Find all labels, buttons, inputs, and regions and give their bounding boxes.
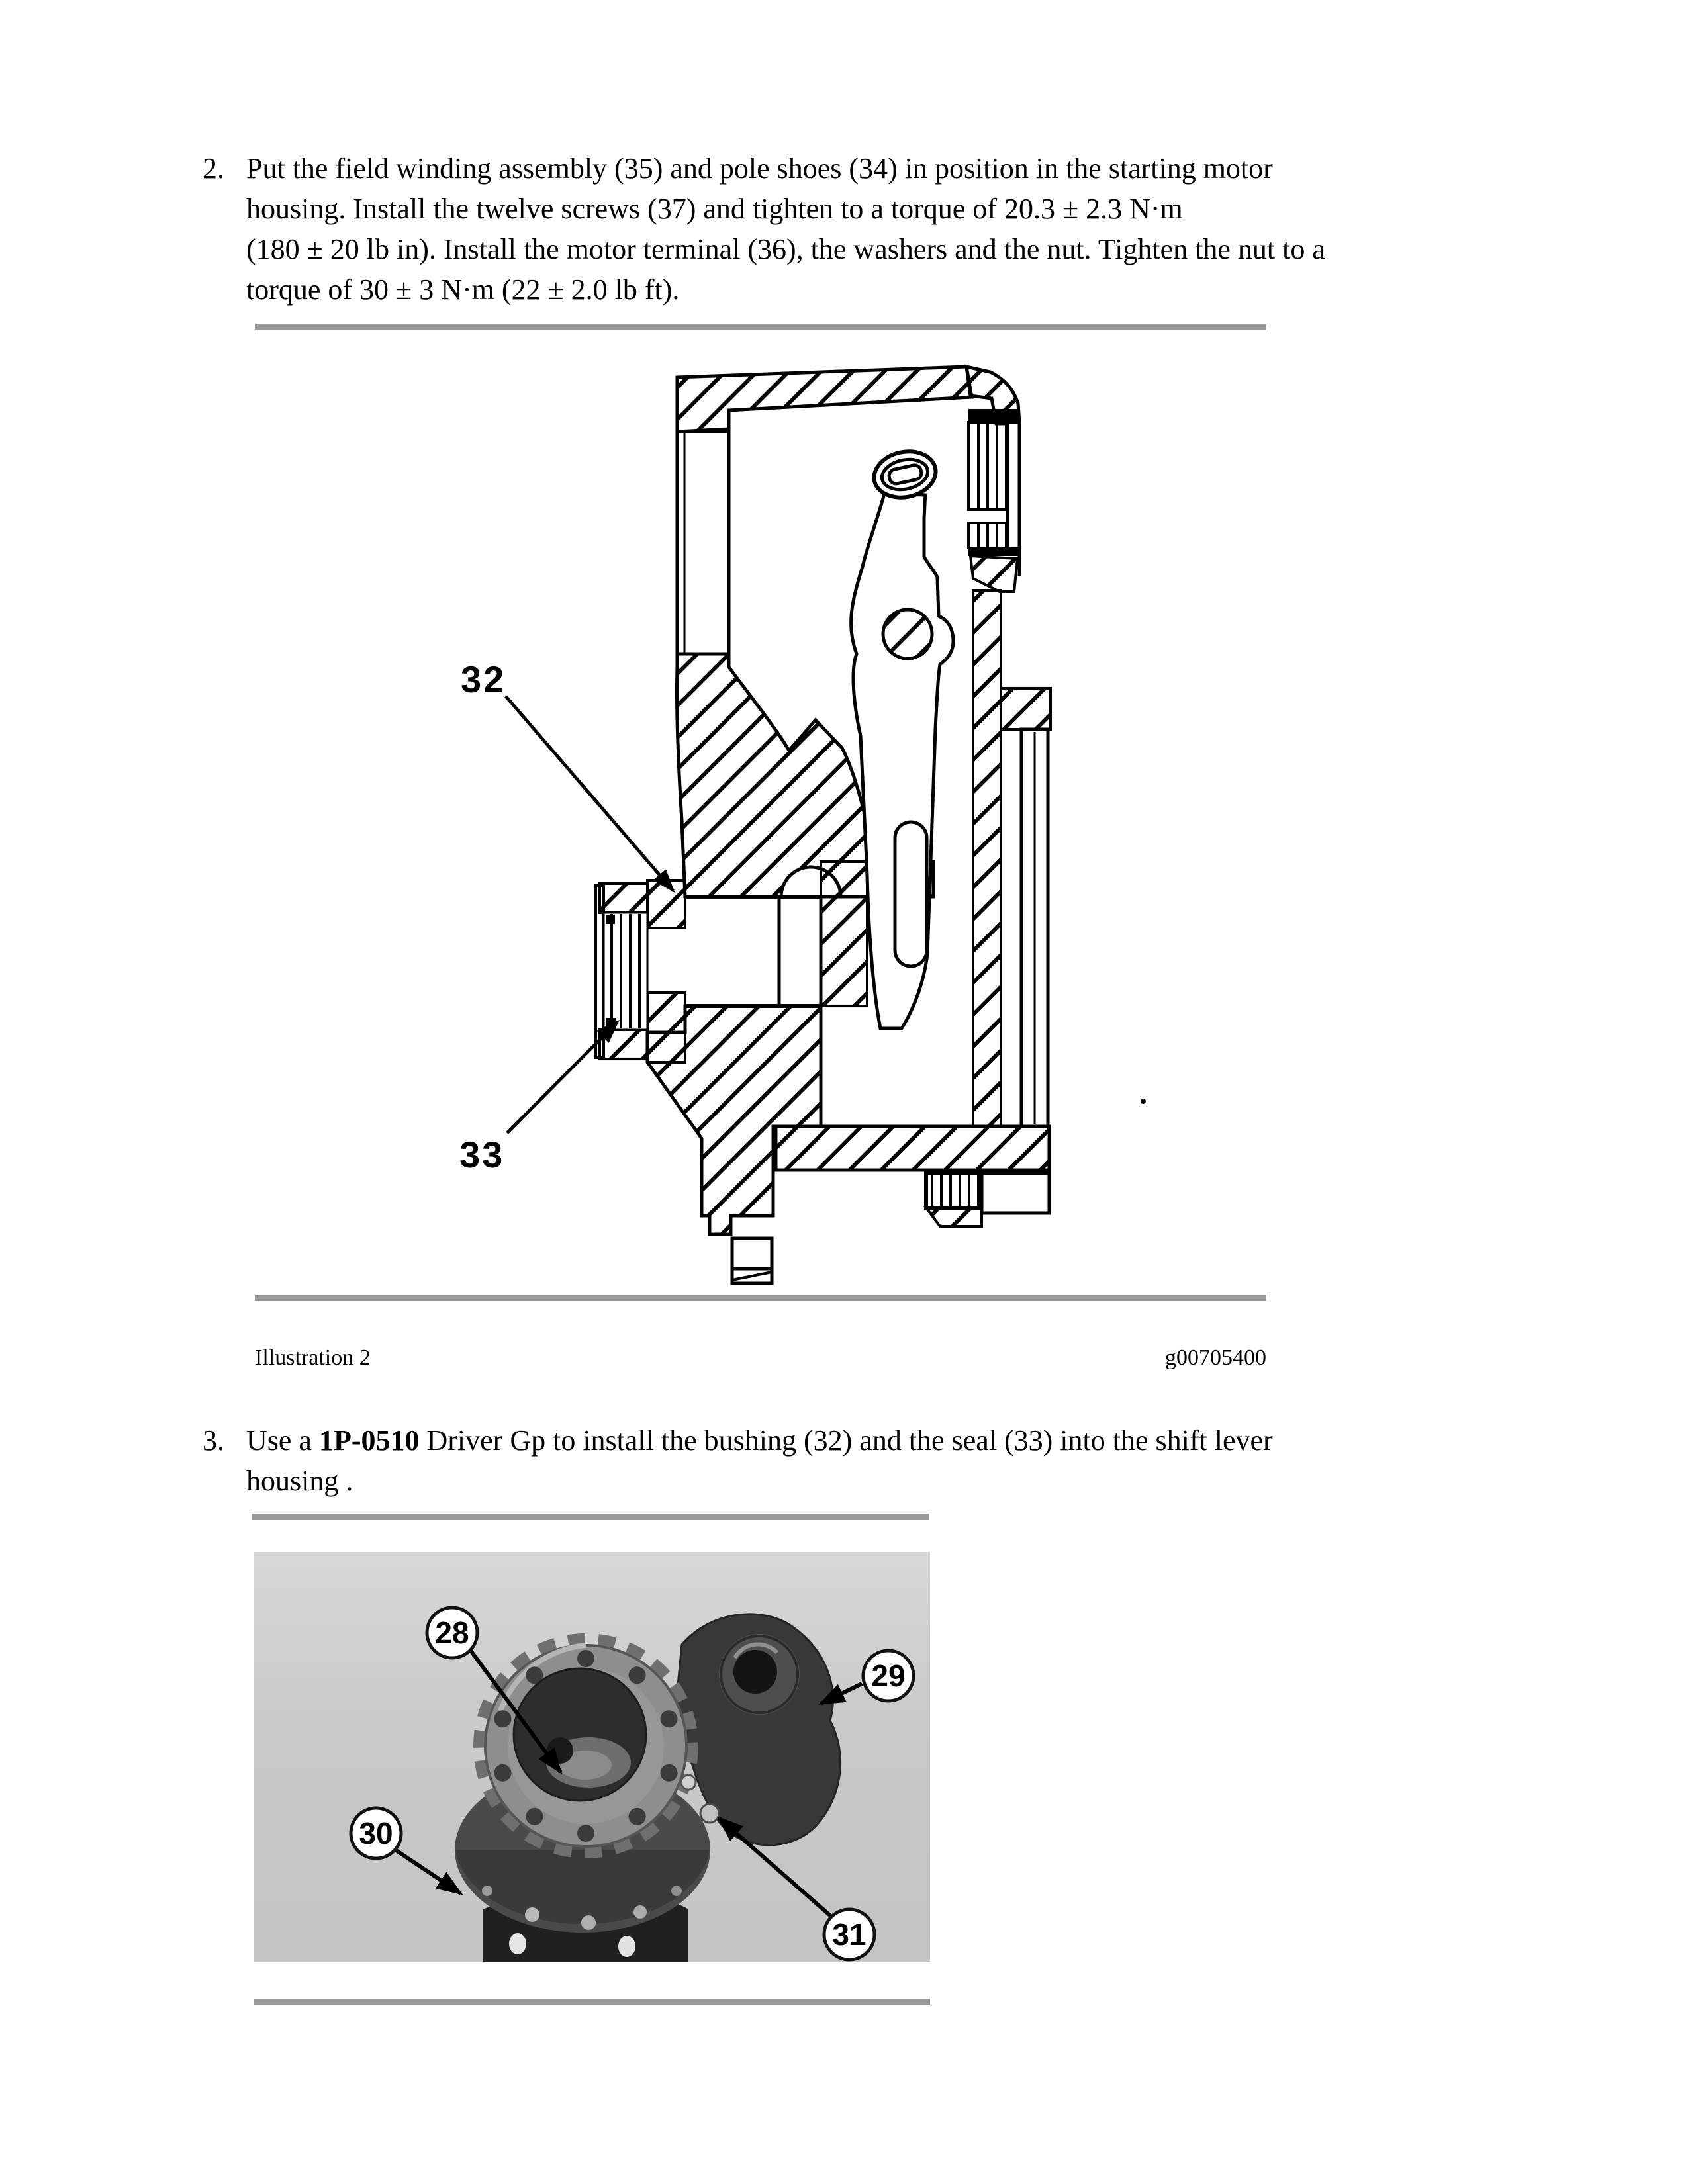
- step-3-line-1: [246, 1420, 1273, 1461]
- stud-threads-upper: [968, 422, 1008, 510]
- lever-eye: [870, 446, 940, 503]
- figure-caption: Illustration 2: [255, 1345, 371, 1370]
- bottom-thread-block: [926, 1173, 982, 1208]
- figure-caption-row: [255, 1345, 1266, 1371]
- step-2-line-1: Put the field winding assembly (35) and pole shoes (34) in position in the starting motor: [246, 152, 1273, 185]
- housing-lower-body: [647, 1006, 821, 1234]
- bottom-right-bar: [982, 1173, 1049, 1213]
- lever-slot: [895, 822, 927, 966]
- stud-side: [1008, 422, 1019, 548]
- stud-cap-bottom: [968, 548, 1019, 556]
- arm-eye-hole: [733, 1650, 777, 1694]
- foot-tab: [732, 1238, 772, 1269]
- housing-top-wall: [677, 367, 972, 432]
- screw-speck: [618, 1936, 635, 1957]
- step-2-text: [246, 148, 1325, 310]
- divider-top: [255, 324, 1266, 330]
- step-2-line-4: torque of 30 ± 3 N·m (22 ± 2.0 lb ft).: [246, 273, 680, 306]
- starting-motor-photo: [254, 1552, 930, 1962]
- callout-32-leader: [506, 696, 673, 891]
- bore-end-wall: [821, 862, 867, 1006]
- callout-33-leader: [507, 1022, 618, 1133]
- flange-bolt: [700, 1804, 719, 1823]
- figure-id: g00705400: [1165, 1345, 1266, 1370]
- right-wall: [973, 590, 1001, 1126]
- bottom-wedge: [926, 1208, 982, 1226]
- lever-pivot-pin: [883, 610, 932, 659]
- shaft-bore: [685, 897, 821, 1006]
- tool-part-number: 1P-0510: [318, 1424, 420, 1457]
- step-2-line-3: (180 ± 20 lb in). Install the motor terminal (36), the washers and the nut. Tighten the nut to a: [246, 233, 1325, 265]
- right-wall-step: [1001, 688, 1051, 729]
- callout-28-label: 28: [435, 1615, 469, 1650]
- step-3-line-1-prefix: Use a: [246, 1424, 319, 1457]
- seal-cap-top: [600, 884, 647, 913]
- stud-threads-lower: [968, 523, 1008, 548]
- step-3: [203, 1420, 1273, 1501]
- callout-29-label: 29: [871, 1659, 906, 1693]
- right-wall-shoulder: [970, 556, 1017, 592]
- step-2: [203, 148, 1325, 310]
- step-2-line-2: housing. Install the twelve screws (37) and tighten to a torque of 20.3 ± 2.3 N·m: [246, 193, 1183, 225]
- flange-bolt: [681, 1775, 696, 1790]
- divider-above-caption: [255, 1295, 1266, 1301]
- seal-stack: [604, 913, 647, 1030]
- callout-30-leader: [395, 1850, 461, 1893]
- shift-lever-housing-cross-section-figure: [437, 357, 1178, 1297]
- callout-31-label: 31: [832, 1917, 867, 1952]
- callout-32-label: 32: [461, 659, 506, 700]
- step-3-line-1-suffix: Driver Gp to install the bushing (32) and the seal (33) into the shift lever: [419, 1424, 1273, 1457]
- divider-above-photo: [252, 1514, 929, 1520]
- bottom-flange: [776, 1126, 1049, 1170]
- divider-bottom: [254, 1999, 930, 2005]
- housing-section: [596, 367, 1051, 1283]
- callout-30-label: 30: [359, 1816, 393, 1850]
- step-3-line-2: housing .: [246, 1465, 353, 1497]
- stud-cap-top: [968, 409, 1019, 422]
- screw-speck: [509, 1933, 526, 1954]
- step-3-number: 3.: [203, 1424, 224, 1457]
- photo-shift-lever-arm: [674, 1614, 841, 1845]
- step-3-text: [246, 1420, 1273, 1501]
- callout-33-label: 33: [459, 1134, 505, 1175]
- step-2-number: 2.: [203, 152, 224, 185]
- starting-motor-photo-figure: [254, 1552, 930, 1962]
- bushing-collar-top: [647, 880, 685, 928]
- stray-dot: [1141, 1099, 1146, 1104]
